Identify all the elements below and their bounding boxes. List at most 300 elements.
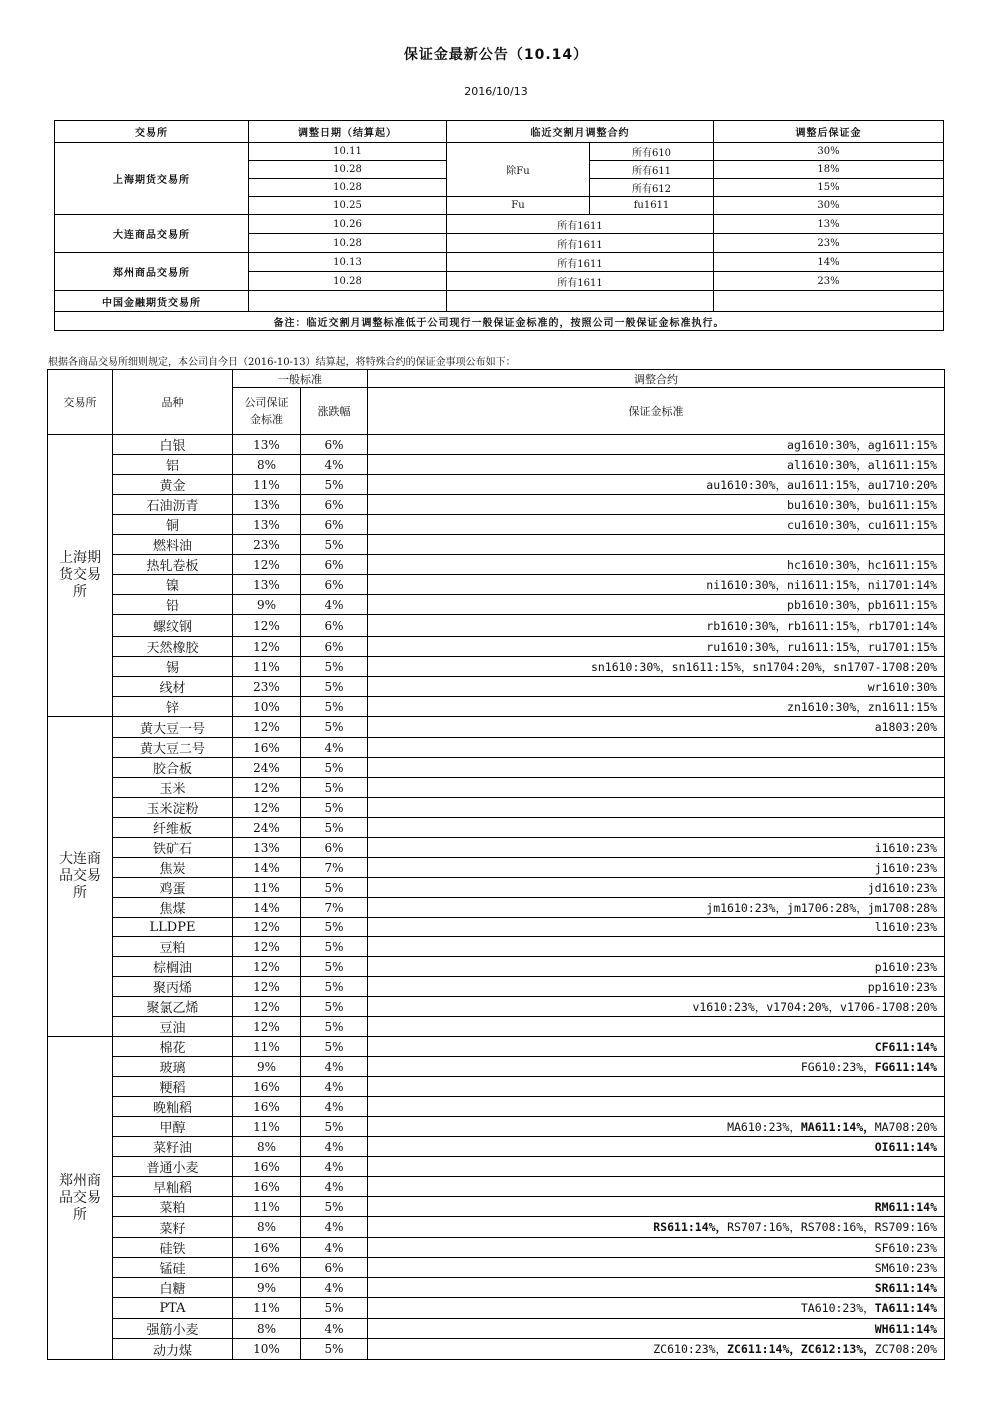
price-limit: 6% xyxy=(301,637,368,657)
margin-table-body xyxy=(48,435,945,1360)
adjusted-contracts xyxy=(368,898,945,918)
company-margin: 12% xyxy=(233,997,301,1017)
adjusted-contracts xyxy=(368,1097,945,1117)
table-row xyxy=(48,555,945,575)
company-margin: 8% xyxy=(233,1137,301,1157)
price-limit: 6% xyxy=(301,615,368,637)
product-name: 铁矿石 xyxy=(113,838,233,858)
adjusted-contracts xyxy=(368,1217,945,1238)
contract-margin-text: ZC611:14%，ZC612:13%， xyxy=(727,1342,875,1356)
adjusted-contracts xyxy=(368,657,945,677)
empty-cell xyxy=(447,291,714,312)
exchange-label: 大连商品交易所 xyxy=(59,851,101,901)
adjusted-contracts xyxy=(368,475,945,495)
price-limit: 4% xyxy=(301,1137,368,1157)
product-name: 石油沥青 xyxy=(113,495,233,515)
product-name: 强筋小麦 xyxy=(113,1319,233,1339)
table-header-row xyxy=(48,370,945,388)
contract-margin-text: MA611:14%， xyxy=(800,1119,875,1134)
product-name: 菜籽 xyxy=(113,1217,233,1238)
company-margin: 11% xyxy=(233,878,301,898)
table-row xyxy=(48,1197,945,1217)
adjusted-contracts xyxy=(368,798,945,818)
company-margin: 13% xyxy=(233,515,301,535)
price-limit: 5% xyxy=(301,918,368,937)
header-new-margin: 调整后保证金 xyxy=(714,121,944,143)
contract-margin-text: p1610:23% xyxy=(874,959,937,974)
product-name: 铜 xyxy=(113,515,233,535)
contract-margin-text: jd1610:23% xyxy=(867,880,937,895)
margin: 30% xyxy=(714,143,944,161)
table-row xyxy=(48,1157,945,1177)
contract-margin-text: wr1610:30% xyxy=(867,679,937,694)
contract-margin-text: hc1610:30%，hc1611:15% xyxy=(787,557,937,572)
contract: 所有611 xyxy=(590,161,714,179)
price-limit: 6% xyxy=(301,555,368,575)
table-row xyxy=(48,1057,945,1077)
product-name: 焦炭 xyxy=(113,858,233,878)
empty-cell xyxy=(714,291,944,312)
product-name: 焦煤 xyxy=(113,898,233,918)
adjusted-contracts xyxy=(368,858,945,878)
exchange-dce: 大连商品交易所 xyxy=(55,215,249,253)
company-margin: 12% xyxy=(233,637,301,657)
product-name: 硅铁 xyxy=(113,1238,233,1258)
product-name: 螺纹钢 xyxy=(113,615,233,637)
adjusted-contracts xyxy=(368,615,945,637)
adjusted-contracts xyxy=(368,717,945,738)
price-limit: 5% xyxy=(301,1298,368,1319)
table-row xyxy=(48,495,945,515)
product-name: 纤维板 xyxy=(113,818,233,838)
contract-group: 除Fu xyxy=(447,143,590,197)
company-margin: 13% xyxy=(233,838,301,858)
table-row xyxy=(48,1177,945,1197)
adjusted-contracts xyxy=(368,1258,945,1278)
adjusted-contracts xyxy=(368,1037,945,1057)
table-row xyxy=(48,697,945,717)
company-margin: 11% xyxy=(233,1037,301,1057)
product-name: 菜籽油 xyxy=(113,1137,233,1157)
contract-margin-text: au1610:30%，au1611:15%，au1710:20% xyxy=(706,477,937,492)
price-limit: 4% xyxy=(301,1057,368,1077)
contract-margin-text: rb1610:30%，rb1611:15%，rb1701:14% xyxy=(706,618,937,633)
contract: fu1611 xyxy=(590,197,714,215)
adjusted-contracts xyxy=(368,495,945,515)
contract-margin-text: j1610:23% xyxy=(874,860,937,875)
adjusted-contracts xyxy=(368,838,945,858)
margin: 30% xyxy=(714,197,944,215)
table-row xyxy=(48,1077,945,1097)
table-row xyxy=(48,575,945,595)
company-margin: 16% xyxy=(233,1177,301,1197)
company-margin: 12% xyxy=(233,1017,301,1037)
adjusted-contracts xyxy=(368,1137,945,1157)
contract-margin-text: MA610:23%， xyxy=(727,1119,801,1134)
price-limit: 4% xyxy=(301,1177,368,1197)
contract-margin-text: zn1610:30%，zn1611:15% xyxy=(787,699,937,714)
table-header-row xyxy=(55,121,944,143)
company-margin: 23% xyxy=(233,535,301,555)
price-limit: 7% xyxy=(301,898,368,918)
table-row xyxy=(48,778,945,798)
price-limit: 6% xyxy=(301,495,368,515)
product-name: 镍 xyxy=(113,575,233,595)
table-row xyxy=(48,838,945,858)
adjusted-contracts xyxy=(368,918,945,937)
adjusted-contracts xyxy=(368,937,945,957)
product-name: 黄大豆一号 xyxy=(113,717,233,738)
price-limit: 4% xyxy=(301,1077,368,1097)
exchange-czce: 郑州商品交易所 xyxy=(55,253,249,291)
product-name: 铅 xyxy=(113,595,233,615)
adjust-date: 10.28 xyxy=(249,272,447,291)
product-name: 豆粕 xyxy=(113,937,233,957)
product-name: 锰硅 xyxy=(113,1258,233,1278)
price-limit: 5% xyxy=(301,1197,368,1217)
exchange-shfe xyxy=(48,435,113,717)
announcement-date: 2016/10/13 xyxy=(464,85,528,98)
company-margin: 24% xyxy=(233,818,301,838)
company-margin: 12% xyxy=(233,937,301,957)
exchange-cffex: 中国金融期货交易所 xyxy=(55,291,249,312)
product-name: 粳稻 xyxy=(113,1077,233,1097)
company-margin: 13% xyxy=(233,575,301,595)
company-margin: 11% xyxy=(233,1117,301,1137)
product-name: 锌 xyxy=(113,697,233,717)
product-name: 豆油 xyxy=(113,1017,233,1037)
contract-margin-text: CF611:14% xyxy=(874,1039,937,1054)
table-row xyxy=(48,977,945,997)
price-limit: 5% xyxy=(301,657,368,677)
table-row xyxy=(48,818,945,838)
adjust-date: 10.26 xyxy=(249,215,447,234)
product-name: 线材 xyxy=(113,677,233,697)
contract: 所有1611 xyxy=(447,234,714,253)
company-margin: 13% xyxy=(233,435,301,455)
contract: 所有1611 xyxy=(447,253,714,272)
price-limit: 6% xyxy=(301,838,368,858)
margin: 23% xyxy=(714,272,944,291)
company-margin: 14% xyxy=(233,858,301,878)
margin: 15% xyxy=(714,179,944,197)
price-limit: 5% xyxy=(301,1117,368,1137)
company-margin: 8% xyxy=(233,1319,301,1339)
company-margin: 16% xyxy=(233,1097,301,1117)
adjust-date: 10.28 xyxy=(249,234,447,253)
intro-text: 根据各商品交易所细则规定，本公司自今日（2016-10-13）结算起，将特殊合约的保证金事项公布如下： xyxy=(48,357,516,368)
company-margin: 23% xyxy=(233,677,301,697)
company-margin: 16% xyxy=(233,1238,301,1258)
adjusted-contracts xyxy=(368,778,945,798)
contract-margin-text: SF610:23% xyxy=(874,1240,937,1255)
contract-margin-text: v1610:23%，v1704:20%，v1706-1708:20% xyxy=(692,999,937,1014)
margin: 18% xyxy=(714,161,944,179)
price-limit: 5% xyxy=(301,1017,368,1037)
table-row xyxy=(48,455,945,475)
product-name: 菜粕 xyxy=(113,1197,233,1217)
contract-margin-text: al1610:30%，al1611:15% xyxy=(787,457,937,472)
exchange-label: 上海期货交易所 xyxy=(59,550,101,600)
company-margin: 11% xyxy=(233,1298,301,1319)
margin: 13% xyxy=(714,215,944,234)
company-margin: 12% xyxy=(233,798,301,818)
table-row xyxy=(48,535,945,555)
exchange-shfe: 上海期货交易所 xyxy=(55,143,249,215)
company-margin: 16% xyxy=(233,1258,301,1278)
table-row xyxy=(48,615,945,637)
product-name: 甲醇 xyxy=(113,1117,233,1137)
price-limit: 5% xyxy=(301,758,368,778)
company-margin: 11% xyxy=(233,475,301,495)
adjusted-contracts xyxy=(368,1197,945,1217)
adjusted-contracts xyxy=(368,1319,945,1339)
product-name: 棕榈油 xyxy=(113,957,233,977)
contract-margin-text: ru1610:30%，ru1611:15%，ru1701:15% xyxy=(706,639,937,654)
price-limit: 6% xyxy=(301,575,368,595)
contract-margin-text: WH611:14% xyxy=(874,1321,937,1336)
table-row xyxy=(48,758,945,778)
contract-margin-text: ag1610:30%，ag1611:15% xyxy=(787,437,937,452)
price-limit: 5% xyxy=(301,778,368,798)
margin: 23% xyxy=(714,234,944,253)
price-limit: 4% xyxy=(301,1238,368,1258)
table-row xyxy=(48,1017,945,1037)
table-row xyxy=(48,878,945,898)
contract: 所有610 xyxy=(590,143,714,161)
adjusted-contracts xyxy=(368,535,945,555)
company-margin: 9% xyxy=(233,595,301,615)
company-margin: 12% xyxy=(233,615,301,637)
adjusted-contracts xyxy=(368,1117,945,1137)
table-row xyxy=(55,253,944,272)
table-row xyxy=(48,595,945,615)
contract-margin-text: SM610:23% xyxy=(874,1260,937,1275)
table-row xyxy=(48,957,945,977)
table-row xyxy=(48,798,945,818)
header-contract: 临近交割月调整合约 xyxy=(447,121,714,143)
product-name: 普通小麦 xyxy=(113,1157,233,1177)
table-row xyxy=(55,215,944,234)
company-margin: 12% xyxy=(233,555,301,575)
table-row xyxy=(48,738,945,758)
product-name: 鸡蛋 xyxy=(113,878,233,898)
adjusted-contracts xyxy=(368,1057,945,1077)
table-row xyxy=(48,515,945,535)
price-limit: 6% xyxy=(301,1258,368,1278)
table-row xyxy=(48,1258,945,1278)
adjusted-contracts xyxy=(368,637,945,657)
price-limit: 5% xyxy=(301,677,368,697)
contract-margin-text: TA611:14% xyxy=(874,1301,937,1315)
table-row xyxy=(48,475,945,495)
table-row xyxy=(48,937,945,957)
company-margin: 13% xyxy=(233,495,301,515)
contract-margin-text: ni1610:30%，ni1611:15%，ni1701:14% xyxy=(706,577,937,592)
margin-table xyxy=(47,369,945,1360)
contract-margin-text: FG610:23%， xyxy=(800,1059,875,1074)
adjusted-contracts xyxy=(368,878,945,898)
price-limit: 5% xyxy=(301,957,368,977)
contract-group: Fu xyxy=(447,197,590,215)
table-row xyxy=(48,997,945,1017)
company-margin: 11% xyxy=(233,657,301,677)
page-title: 保证金最新公告（10.14） xyxy=(403,47,589,63)
adjusted-contracts xyxy=(368,575,945,595)
adjusted-contracts xyxy=(368,555,945,575)
adjusted-contracts xyxy=(368,677,945,697)
adjusted-contracts xyxy=(368,1339,945,1360)
adjusted-contracts xyxy=(368,957,945,977)
contract-margin-text: cu1610:30%，cu1611:15% xyxy=(787,517,937,532)
table-row xyxy=(48,1217,945,1238)
table-row xyxy=(55,291,944,312)
product-name: 黄大豆二号 xyxy=(113,738,233,758)
company-margin: 10% xyxy=(233,1339,301,1360)
adjust-date: 10.28 xyxy=(249,161,447,179)
price-limit: 5% xyxy=(301,535,368,555)
product-name: 胶合板 xyxy=(113,758,233,778)
price-limit: 4% xyxy=(301,1097,368,1117)
product-name: 棉花 xyxy=(113,1037,233,1057)
table-row xyxy=(48,1117,945,1137)
exchange-label: 郑州商品交易所 xyxy=(59,1172,101,1223)
company-margin: 16% xyxy=(233,1077,301,1097)
table-row xyxy=(48,637,945,657)
contract-margin-text: pb1610:30%，pb1611:15% xyxy=(787,597,937,612)
price-limit: 4% xyxy=(301,738,368,758)
company-margin: 12% xyxy=(233,957,301,977)
product-name: 早籼稻 xyxy=(113,1177,233,1197)
contract-margin-text: FG611:14% xyxy=(874,1059,937,1074)
adjusted-contracts xyxy=(368,977,945,997)
price-limit: 5% xyxy=(301,878,368,898)
contract-margin-text: ZC708:20% xyxy=(874,1342,937,1356)
product-name: 白糖 xyxy=(113,1278,233,1298)
price-limit: 4% xyxy=(301,1278,368,1298)
contract-margin-text: pp1610:23% xyxy=(867,979,937,994)
company-margin: 16% xyxy=(233,738,301,758)
price-limit: 5% xyxy=(301,997,368,1017)
empty-cell xyxy=(249,291,447,312)
company-margin: 8% xyxy=(233,455,301,475)
adjusted-contracts xyxy=(368,1017,945,1037)
price-limit: 5% xyxy=(301,717,368,738)
adjustment-table xyxy=(54,120,944,331)
adjusted-contracts xyxy=(368,1238,945,1258)
adjusted-contracts xyxy=(368,1157,945,1177)
header-adjust-date: 调整日期（结算起） xyxy=(249,121,447,143)
contract: 所有1611 xyxy=(447,215,714,234)
company-margin: 16% xyxy=(233,1157,301,1177)
table-note: 备注：临近交割月调整标准低于公司现行一般保证金标准的，按照公司一般保证金标准执行。 xyxy=(55,312,944,331)
adjusted-contracts xyxy=(368,997,945,1017)
product-name: 晚籼稻 xyxy=(113,1097,233,1117)
contract-margin-text: ZC610:23%， xyxy=(653,1342,728,1356)
table-row xyxy=(48,1298,945,1319)
company-margin: 9% xyxy=(233,1278,301,1298)
table-row xyxy=(48,435,945,455)
price-limit: 5% xyxy=(301,937,368,957)
contract-margin-text: l1610:23% xyxy=(874,920,937,934)
contract-margin-text: RS707:16%，RS708:16%，RS709:16% xyxy=(727,1220,937,1234)
company-margin: 14% xyxy=(233,898,301,918)
note-row xyxy=(55,312,944,331)
product-name: 动力煤 xyxy=(113,1339,233,1360)
price-limit: 5% xyxy=(301,1339,368,1360)
adjust-date: 10.11 xyxy=(249,143,447,161)
table-row xyxy=(48,918,945,937)
table-row xyxy=(48,1137,945,1157)
product-name: PTA xyxy=(113,1298,233,1319)
product-name: 玻璃 xyxy=(113,1057,233,1077)
company-margin: 11% xyxy=(233,1197,301,1217)
contract-margin-text: i1610:23% xyxy=(874,840,937,855)
adjusted-contracts xyxy=(368,515,945,535)
adjusted-contracts xyxy=(368,738,945,758)
product-name: 锡 xyxy=(113,657,233,677)
price-limit: 4% xyxy=(301,1319,368,1339)
adjusted-contracts xyxy=(368,758,945,778)
contract-margin-text: TA610:23%， xyxy=(800,1301,875,1315)
header-company-margin: 公司保证金标准 xyxy=(233,388,301,435)
product-name: LLDPE xyxy=(113,918,233,937)
price-limit: 4% xyxy=(301,1157,368,1177)
company-margin: 12% xyxy=(233,717,301,738)
table-row xyxy=(48,1319,945,1339)
contract-margin-text: MA708:20% xyxy=(874,1119,937,1134)
price-limit: 5% xyxy=(301,697,368,717)
margin: 14% xyxy=(714,253,944,272)
contract-margin-text: RM611:14% xyxy=(874,1199,937,1214)
adjusted-contracts xyxy=(368,1177,945,1197)
table-row xyxy=(48,717,945,738)
contract-margin-text: sn1610:30%，sn1611:15%，sn1704:20%，sn1707-1708:20% xyxy=(590,659,937,674)
table-row xyxy=(48,677,945,697)
price-limit: 4% xyxy=(301,1217,368,1238)
price-limit: 4% xyxy=(301,595,368,615)
adjusted-contracts xyxy=(368,697,945,717)
table-row xyxy=(48,898,945,918)
header-product: 品种 xyxy=(113,370,233,435)
contract-margin-text: RS611:14%， xyxy=(653,1220,728,1234)
product-name: 玉米淀粉 xyxy=(113,798,233,818)
company-margin: 12% xyxy=(233,977,301,997)
header-exchange: 交易所 xyxy=(55,121,249,143)
adjusted-contracts xyxy=(368,1077,945,1097)
price-limit: 5% xyxy=(301,1037,368,1057)
table-row xyxy=(48,1238,945,1258)
price-limit: 5% xyxy=(301,798,368,818)
table-row xyxy=(48,1037,945,1057)
adjusted-contracts xyxy=(368,1278,945,1298)
product-name: 黄金 xyxy=(113,475,233,495)
table-row xyxy=(48,1278,945,1298)
company-margin: 24% xyxy=(233,758,301,778)
header-general: 一般标准 xyxy=(233,370,368,388)
header-adjust: 调整合约 xyxy=(368,370,945,388)
product-name: 热轧卷板 xyxy=(113,555,233,575)
header-adjust-margin: 保证金标准 xyxy=(368,388,945,435)
product-name: 铝 xyxy=(113,455,233,475)
price-limit: 4% xyxy=(301,455,368,475)
contract-margin-text: bu1610:30%，bu1611:15% xyxy=(787,497,937,512)
contract-margin-text: SR611:14% xyxy=(874,1280,937,1295)
product-name: 白银 xyxy=(113,435,233,455)
contract: 所有1611 xyxy=(447,272,714,291)
adjusted-contracts xyxy=(368,455,945,475)
contract: 所有612 xyxy=(590,179,714,197)
